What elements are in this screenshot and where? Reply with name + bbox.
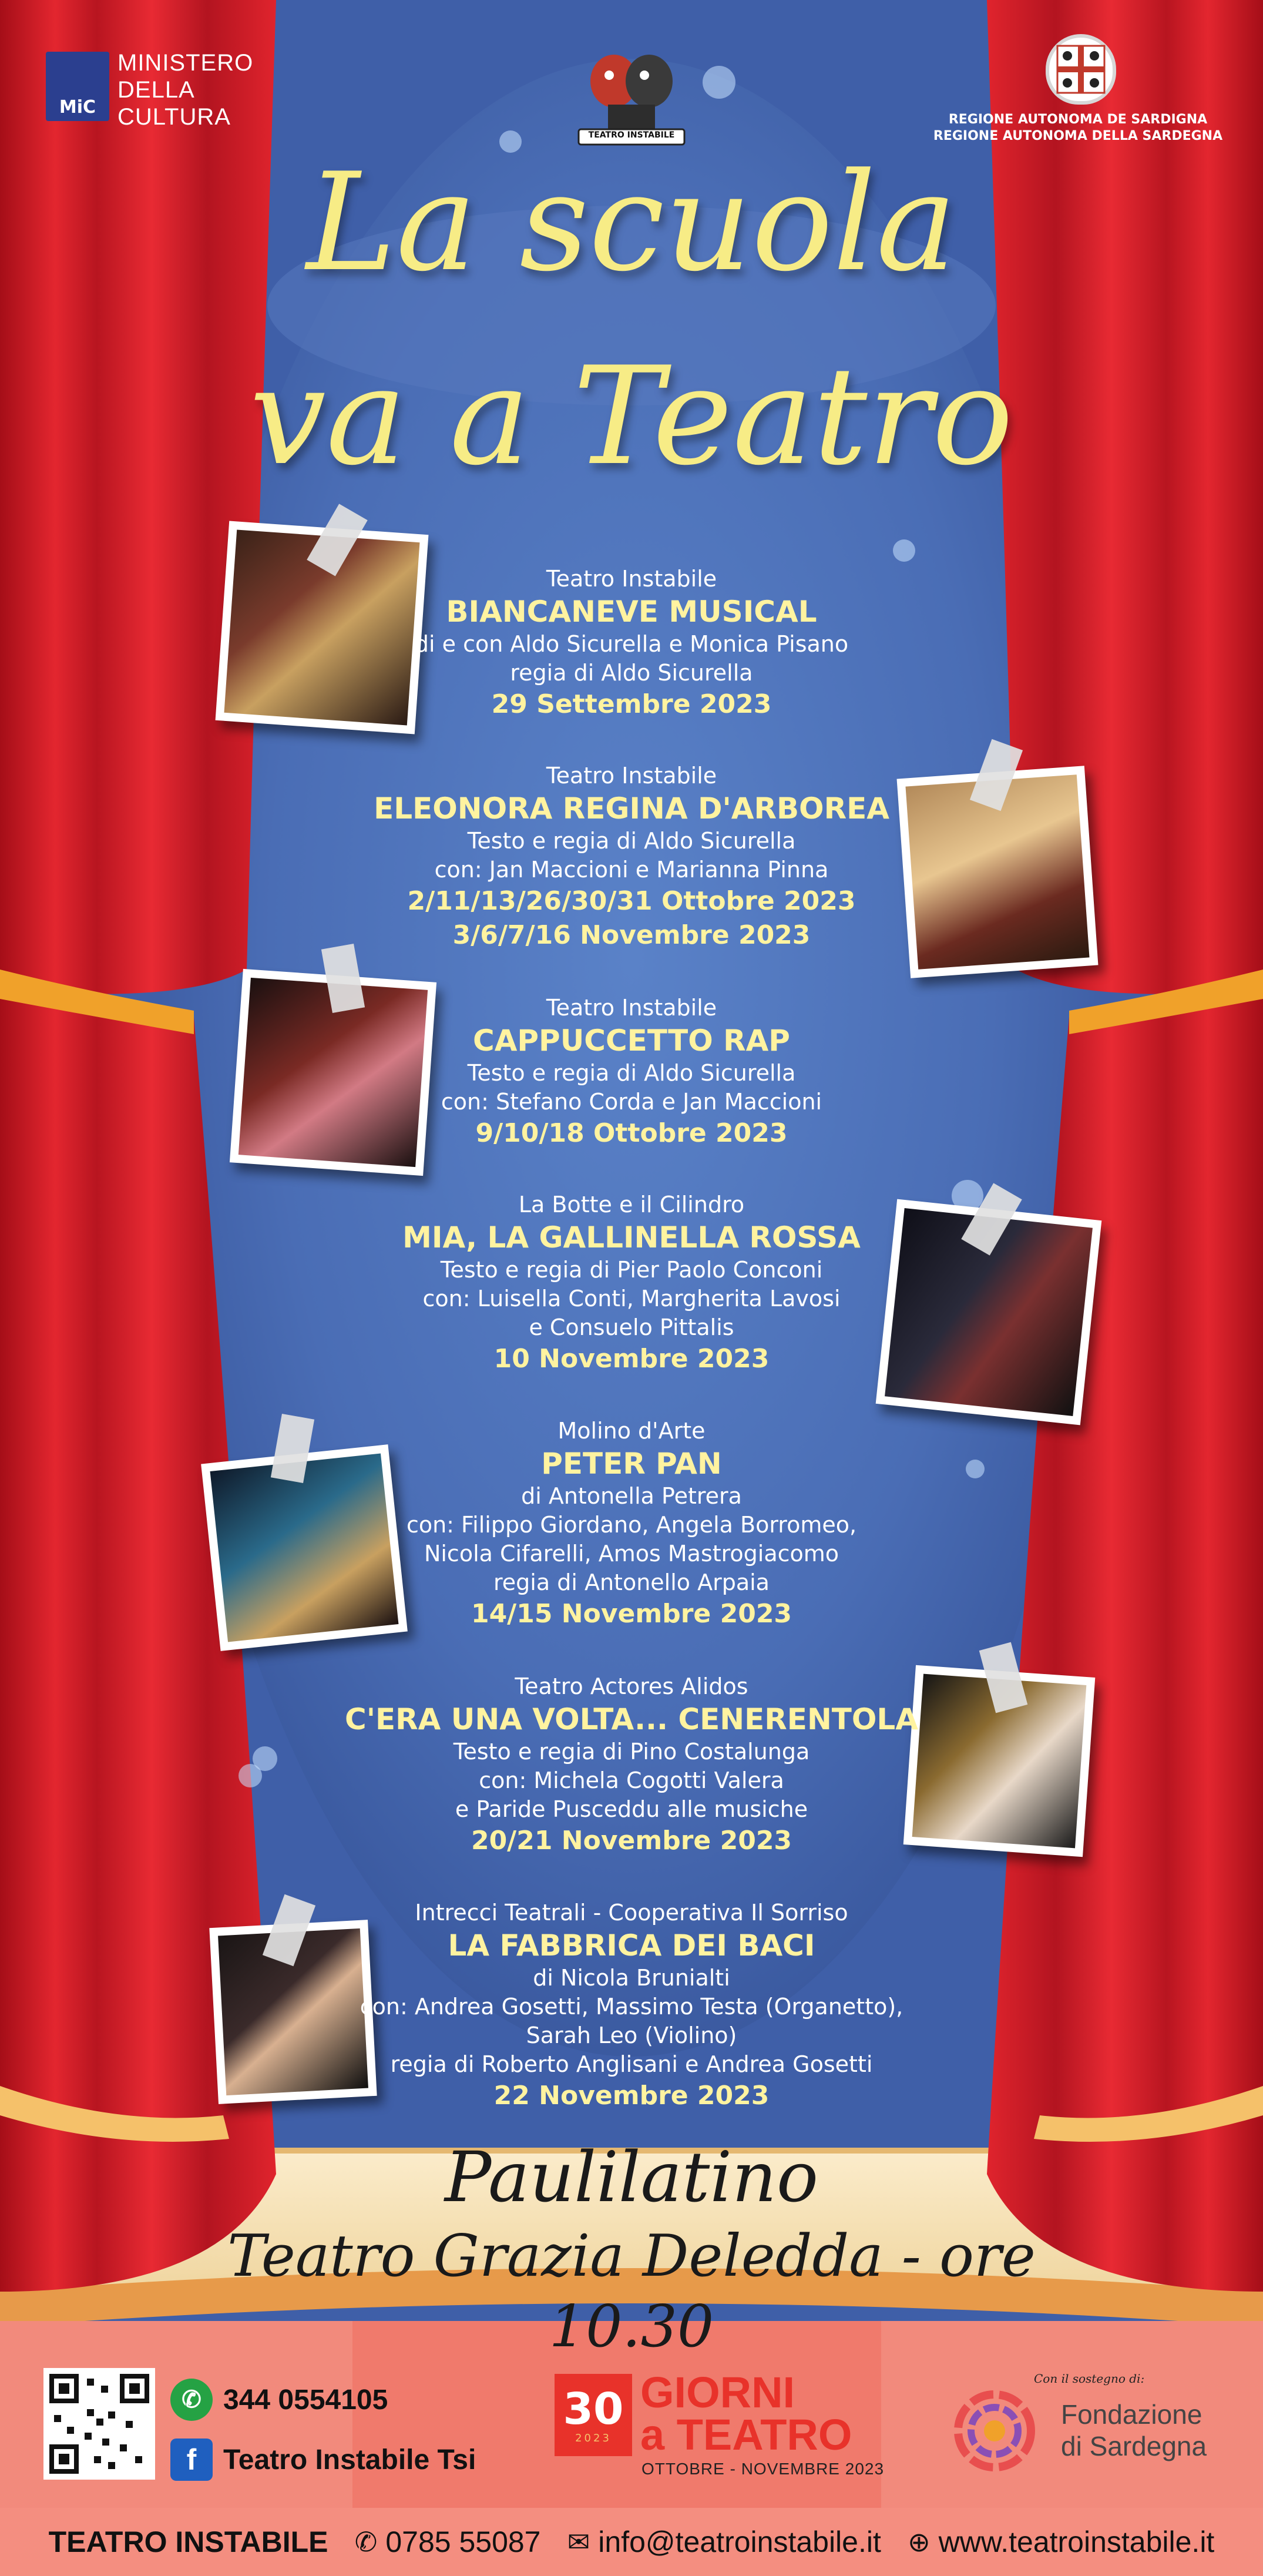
bubble-decoration	[893, 539, 915, 562]
poster-title-line2: va a Teatro	[249, 338, 1014, 495]
footer-website[interactable]: ⊕ www.teatroinstabile.it	[908, 2525, 1215, 2558]
show-credit: Nicola Cifarelli, Amos Mastrogiacomo	[424, 1541, 839, 1567]
show-credit: di e con Aldo Sicurella e Monica Pisano	[414, 631, 849, 657]
bubble-decoration	[239, 1764, 262, 1787]
show-credit: con: Michela Cogotti Valera	[479, 1767, 784, 1793]
show-credit: regia di Antonello Arpaia	[493, 1569, 770, 1595]
phone-icon: ✆	[354, 2527, 378, 2557]
footer-org: TEATRO INSTABILE	[48, 2525, 328, 2558]
sponsor-caption: Con il sostegno di:	[1034, 2372, 1145, 2386]
festival-name: GIORNI a TEATRO	[640, 2368, 852, 2459]
fondazione-logo-icon	[950, 2387, 1039, 2475]
show-title: PETER PAN	[541, 1447, 722, 1481]
show-credit: con: Luisella Conti, Margherita Lavosi	[422, 1286, 841, 1312]
facebook-page: Teatro Instabile Tsi	[223, 2444, 476, 2476]
facebook-icon: f	[170, 2439, 213, 2481]
show-dates: 20/21 Novembre 2023	[471, 1826, 792, 1856]
show-dates: 2/11/13/26/30/31 Ottobre 2023	[407, 886, 856, 916]
show-title: LA FABBRICA DEI BACI	[448, 1928, 815, 1963]
show-company: Molino d'Arte	[557, 1418, 706, 1444]
show-entry	[317, 1672, 946, 1858]
footer-phone[interactable]: ✆ 0785 55087	[354, 2525, 541, 2558]
facebook-contact[interactable]	[170, 2439, 476, 2481]
show-entry	[317, 1898, 946, 2113]
show-credit: regia di Aldo Sicurella	[510, 660, 753, 686]
bubble-decoration	[966, 1460, 985, 1478]
show-dates: 14/15 Novembre 2023	[471, 1599, 792, 1629]
sponsor-name: Fondazione di Sardegna	[1061, 2399, 1207, 2461]
qr-code[interactable]	[43, 2368, 155, 2480]
poster-title-line1: La scuola	[306, 145, 957, 301]
venue-town: Paulilatino	[444, 2136, 819, 2218]
show-credit: con: Filippo Giordano, Angela Borromeo,	[406, 1512, 857, 1538]
bubble-decoration	[703, 66, 735, 99]
show-dates: 3/6/7/16 Novembre 2023	[452, 920, 811, 950]
footer-bar	[0, 2508, 1263, 2576]
show-entry	[329, 1190, 934, 1376]
whatsapp-contact[interactable]	[170, 2379, 388, 2421]
ministry-logo: MiC	[46, 52, 109, 121]
show-dates: 9/10/18 Ottobre 2023	[475, 1118, 788, 1148]
show-credit: con: Andrea Gosetti, Massimo Testa (Organetto),	[360, 1994, 903, 2020]
show-credit: Testo e regia di Aldo Sicurella	[467, 828, 796, 854]
show-company: Teatro Actores Alidos	[515, 1673, 748, 1699]
whatsapp-number: 344 0554105	[223, 2384, 388, 2416]
show-credit: con: Stefano Corda e Jan Maccioni	[441, 1089, 822, 1115]
show-credit: Testo e regia di Pino Costalunga	[453, 1739, 810, 1765]
show-credit: e Consuelo Pittalis	[529, 1314, 734, 1340]
show-entry	[329, 993, 934, 1151]
show-dates: 22 Novembre 2023	[493, 2081, 770, 2111]
show-credit: regia di Roberto Anglisani e Andrea Gosetti	[390, 2051, 873, 2077]
region-name: REGIONE AUTONOMA DE SARDIGNA REGIONE AUTONOMA DELLA SARDEGNA	[933, 112, 1223, 143]
show-entry	[329, 564, 934, 722]
venue-place-time: Teatro Grazia Deledda - ore 10.30	[227, 2223, 1036, 2360]
whatsapp-icon: ✆	[170, 2379, 213, 2421]
footer-email[interactable]: ✉ info@teatroinstabile.it	[567, 2525, 881, 2558]
show-entry	[329, 1416, 934, 1631]
show-credit: Testo e regia di Pier Paolo Conconi	[440, 1257, 823, 1283]
show-company: Intrecci Teatrali - Cooperativa Il Sorriso	[415, 1900, 848, 1926]
show-title: BIANCANEVE MUSICAL	[446, 595, 817, 629]
show-dates: 10 Novembre 2023	[493, 1344, 770, 1374]
show-company: La Botte e il Cilindro	[518, 1192, 745, 1217]
show-title: ELEONORA REGINA D'ARBOREA	[374, 791, 889, 826]
show-credit: e Paride Pusceddu alle musiche	[455, 1796, 808, 1822]
show-credit: Sarah Leo (Violino)	[526, 2022, 737, 2048]
show-credit: Testo e regia di Aldo Sicurella	[467, 1060, 796, 1086]
show-dates: 29 Settembre 2023	[491, 689, 772, 719]
show-title: CAPPUCCETTO RAP	[473, 1024, 790, 1058]
festival-period: OTTOBRE - NOVEMBRE 2023	[641, 2460, 885, 2478]
show-company: Teatro Instabile	[546, 763, 717, 789]
ministry-name: MINISTERO DELLA CULTURA	[117, 50, 254, 130]
show-title: MIA, LA GALLINELLA ROSSA	[402, 1220, 861, 1255]
festival-badge: 30 2023	[555, 2374, 632, 2456]
show-credit: di Antonella Petrera	[521, 1483, 742, 1509]
show-title: C'ERA UNA VOLTA... CENERENTOLA	[345, 1702, 918, 1736]
show-credit: con: Jan Maccioni e Marianna Pinna	[434, 857, 829, 883]
show-credit: di Nicola Brunialti	[533, 1965, 730, 1991]
email-icon: ✉	[567, 2527, 590, 2557]
show-entry	[329, 761, 934, 952]
globe-icon: ⊕	[908, 2527, 931, 2557]
show-company: Teatro Instabile	[546, 995, 717, 1021]
show-company: Teatro Instabile	[546, 566, 717, 592]
teatro-instabile-logo: TEATRO INSTABILE	[573, 40, 690, 152]
sardinia-crest-icon	[1046, 34, 1116, 105]
